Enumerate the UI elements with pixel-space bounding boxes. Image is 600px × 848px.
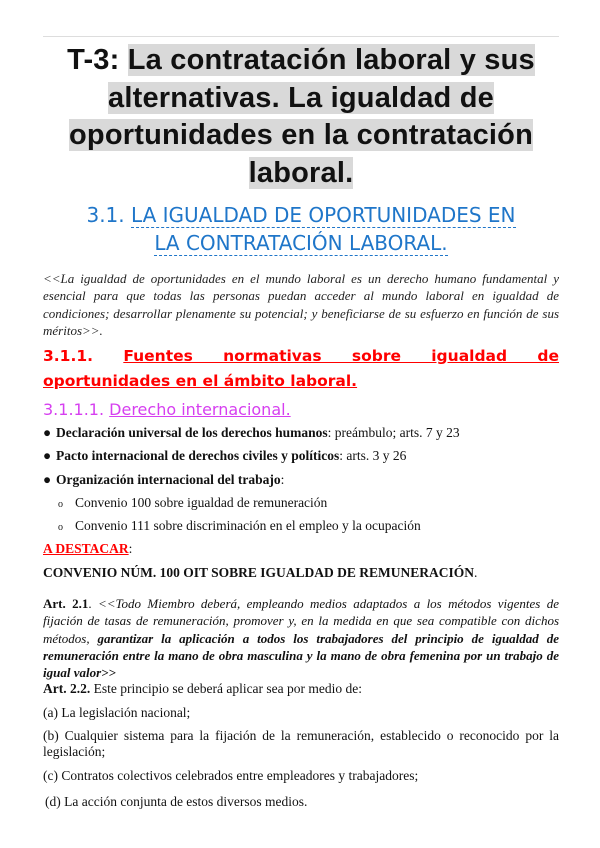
section-number: 3.1.1. [43,347,94,365]
item-bold: Organización internacional del trabajo [56,472,281,487]
header-rule [43,36,559,37]
article-text: Este principio se deberá aplicar sea por medio de: [90,681,363,696]
sub-list-item [58,517,421,537]
item-bold: Declaración universal de los derechos humanos [56,425,328,440]
article-text: <<Todo Miembro deberá, empleando medios adaptados a los métodos vigentes de fijación de tasas de remuneración, promover y, en la medida en que sea compatible con dichos métodos, [43,596,559,646]
title-line: La contratación laboral y sus [127,44,535,76]
article-item: (d) La acción conjunta de estos diversos medios. [45,794,308,809]
title-line: alternativas. La igualdad de [108,81,494,114]
title-line: laboral. [248,156,354,189]
highlight-text: A DESTACAR [43,541,129,556]
page-title [43,42,559,192]
dot: . [474,565,478,580]
bullet-icon: ● [43,425,52,440]
item-text: Convenio 100 sobre igualdad de remuneración [75,495,328,510]
section-heading-3-1-1 [43,344,559,394]
article-label: Art. 2.1 [43,596,89,611]
article-2-2 [43,680,362,698]
section-title-line: LA CONTRATACIÓN LABORAL. [154,231,448,255]
colon: : [128,541,133,556]
section-title-line: LA IGUALDAD DE OPORTUNIDADES EN [131,203,516,227]
convenio-title-text: CONVENIO NÚM. 100 OIT SOBRE IGUALDAD DE REMUNERACIÓN [43,565,475,580]
item-bold: Pacto internacional de derechos civiles y políticos [56,448,340,463]
section-heading-3-1-1-1 [43,399,559,421]
section-title: Fuentes normativas sobre igualdad de oportunidades en el ámbito laboral. [43,347,559,390]
convenio-title [43,564,477,582]
circle-bullet-icon: o [58,522,63,533]
item-text: : arts. 3 y 26 [339,448,407,463]
article-item: (b) Cualquier sistema para la fijación de la remuneración, establecido o reconocido por la legislación; [43,728,559,759]
highlight-label [43,540,132,558]
article-label: Art. 2.2. [43,681,91,696]
item-text: Convenio 111 sobre discriminación en el empleo y la ocupación [75,518,421,533]
section-heading-3-1 [43,201,559,257]
item-text: : preámbulo; arts. 7 y 23 [327,425,460,440]
bullet-icon: ● [43,448,52,463]
circle-bullet-icon: o [58,499,63,510]
intro-quote: <<La igualdad de oportunidades en el mundo laboral es un derecho humano fundamental y esencial para que todas las personas puedan acceder al mundo laboral en igualdad de condiciones; desarrollar plenamente su potencial; y beneficiarse de su esfuerzo en función de sus méritos>>. [43,271,559,338]
article-emphasis: garantizar la aplicación a todos los trabajadores del principio de igualdad de remuneración entre la mano de obra masculina y la mano de obra femenina por un trabajo de igual valor>> [43,630,559,681]
item-text: : [280,472,285,487]
section-title: Derecho internacional. [109,400,291,419]
article-item: (c) Contratos colectivos celebrados entre empleadores y trabajadores; [43,768,419,783]
section-number: 3.1. [86,203,125,227]
title-prefix: T-3: [67,44,120,76]
sub-list-item [58,494,328,514]
article-item: (a) La legislación nacional; [43,705,191,720]
bullet-icon: ● [43,472,52,487]
title-line: oportunidades en la contratación [68,119,533,151]
sep: . [88,596,98,611]
article-2-1 [43,595,559,681]
section-number: 3.1.1.1. [43,400,105,419]
